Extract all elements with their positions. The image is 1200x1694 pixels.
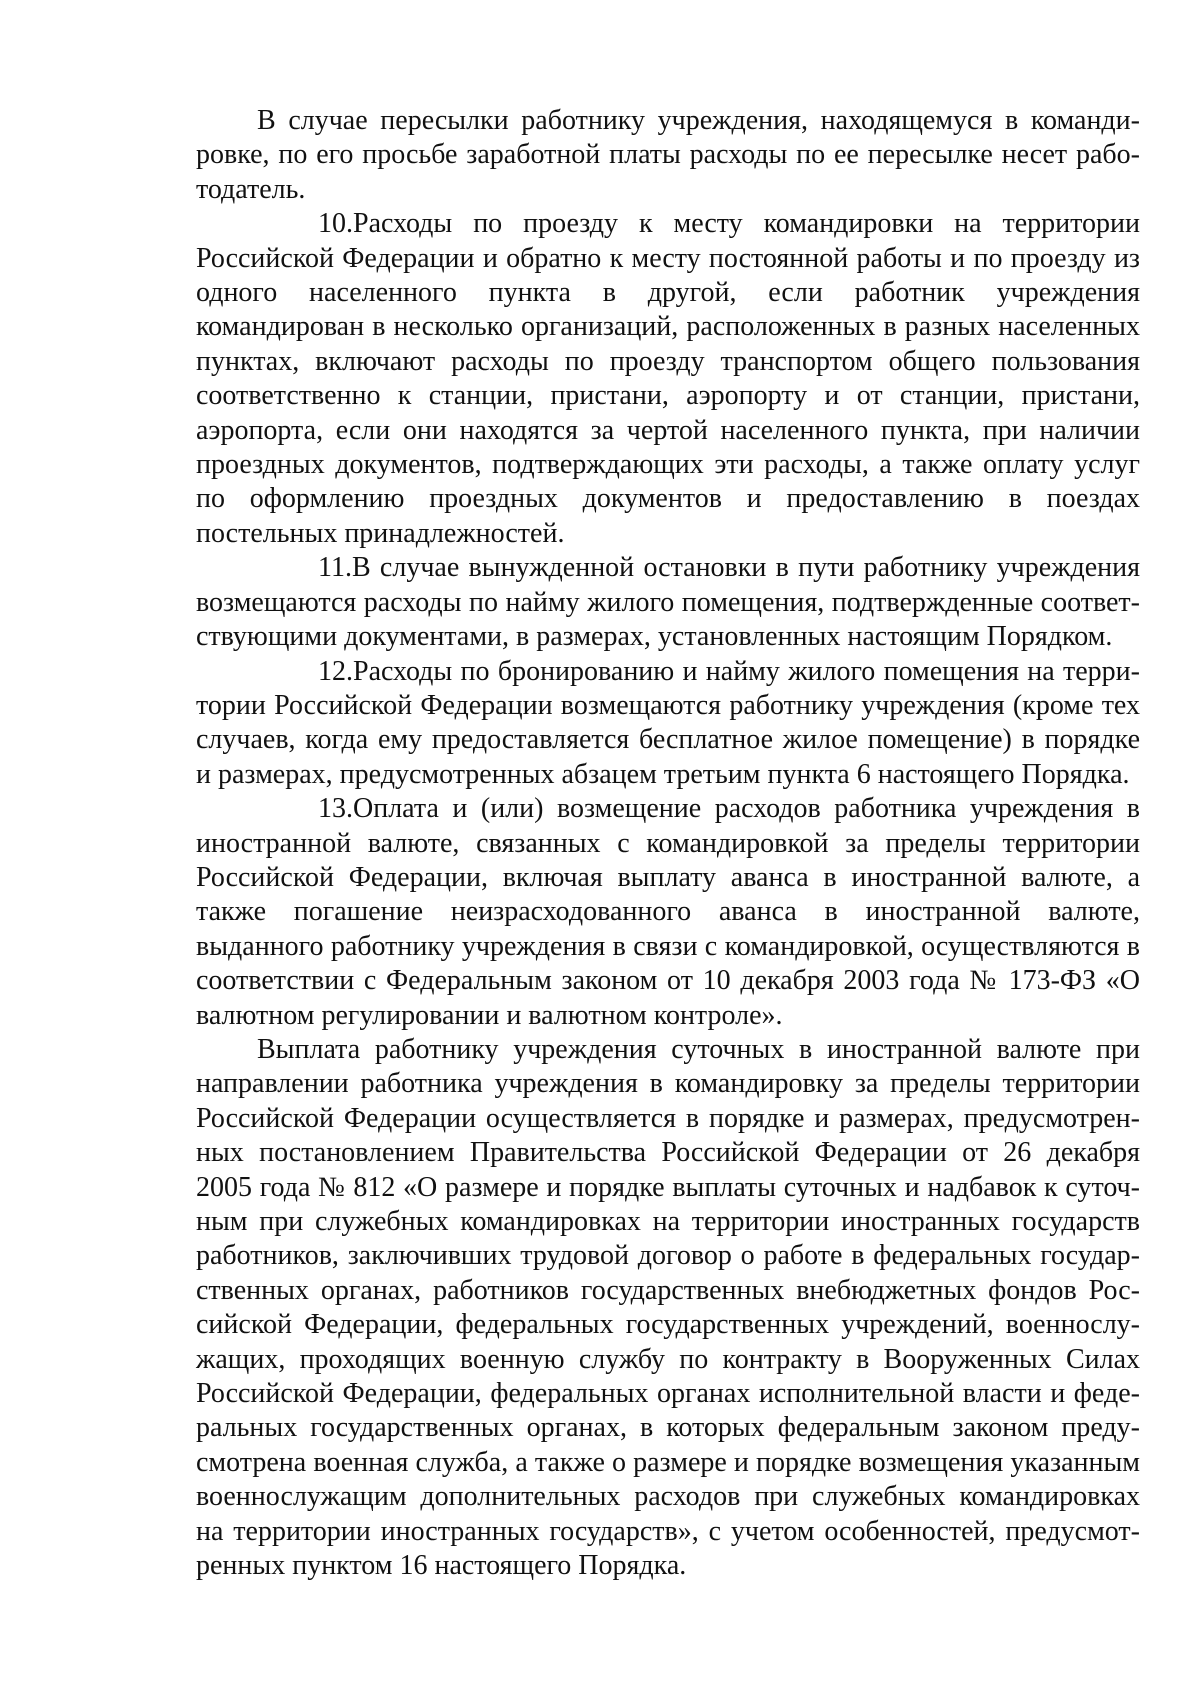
paragraph-12-housing <box>196 655 1140 793</box>
paragraph-number: 11. <box>318 552 352 584</box>
paragraph-text: Расходы по бронированию и найму жилого помещения на территории Российской Федерации возмещаются работнику учреждения (кроме тех случаев, когда ему предоставляется бесплатное жилое помещение) в порядке и размерах, предусмотренных абзацем третьим пункта 6 настоящего Порядка. <box>196 655 1140 790</box>
paragraph-forwarding-salary <box>196 104 1140 207</box>
paragraph-13-foreign-currency <box>196 792 1140 1033</box>
paragraph-number: 10. <box>318 208 353 240</box>
paragraph-text: В случае вынужденной остановки в пути работнику учреждения возмещаются расходы по найму жилого помещения, подтвержденные соответствующими документами, в размерах, установленных настоящим Порядком. <box>196 552 1140 653</box>
paragraph-number: 12. <box>318 655 353 687</box>
document-page <box>196 104 1140 1583</box>
paragraph-daily-allowance <box>196 1033 1140 1584</box>
paragraph-text: Выплата работнику учреждения суточных в иностранной валюте при направлении работника учреждения в командировку за пределы территории Российской Федерации осуществляется в порядке и размерах, предусмотренных постановлением Правительства Российской Федерации от 26 декабря 2005 года № 812 «О размере и порядке выплаты суточных и надбавок к суточным при служебных командировках на территории иностранных государств работников, заключивших трудовой договор о работе в федеральных государственных органах, работников государственных внебюджетных фондов Российской Федерации, федеральных государственных учреждений, военнослужащих, проходящих военную службу по контракту в Вооруженных Силах Российской Федерации, федеральных органах исполнительной власти и федеральных государственных органах, в которых федеральным законом предусмотрена военная служба, а также о размере и порядке возмещения указанным военнослужащим дополнительных расходов при служебных командировках на территории иностранных государств», с учетом особенностей, предусмотренных пунктом 16 настоящего Порядка. <box>196 1033 1140 1582</box>
paragraph-10-travel-expenses <box>196 207 1140 551</box>
paragraph-text: В случае пересылки работнику учреждения, находящемуся в командировке, по его просьбе заработной платы расходы по ее пересылке несет работодатель. <box>196 105 1140 205</box>
paragraph-text: Оплата и (или) возмещение расходов работника учреждения в иностранной валюте, связанных с командировкой за пределы территории Российской Федерации, включая выплату аванса в иностранной валюте, а также погашение неизрасходованного аванса в иностранной валюте, выданного работнику учреждения в связи с командировкой, осуществляются в соответствии с Федеральным законом от 10 декабря 2003 года № 173-ФЗ «О валютном регулировании и валютном контроле». <box>196 793 1140 1031</box>
paragraph-number: 13. <box>318 793 353 825</box>
paragraph-text: Расходы по проезду к месту командировки на территории Российской Федерации и обратно к месту постоянной работы и по проезду из одного населенного пункта в другой, если работник учреждения командирован в несколько организаций, расположенных в разных населенных пунктах, включают расходы по проезду транспортом общего пользования соответственно к станции, пристани, аэропорту и от станции, пристани, аэропорта, если они находятся за чертой населенного пункта, при наличии проездных документов, подтверждающих эти расходы, а также оплату услуг по оформлению проездных документов и предоставлению в поездах постельных принадлежностей. <box>196 208 1140 549</box>
paragraph-11-forced-stop <box>196 551 1140 654</box>
